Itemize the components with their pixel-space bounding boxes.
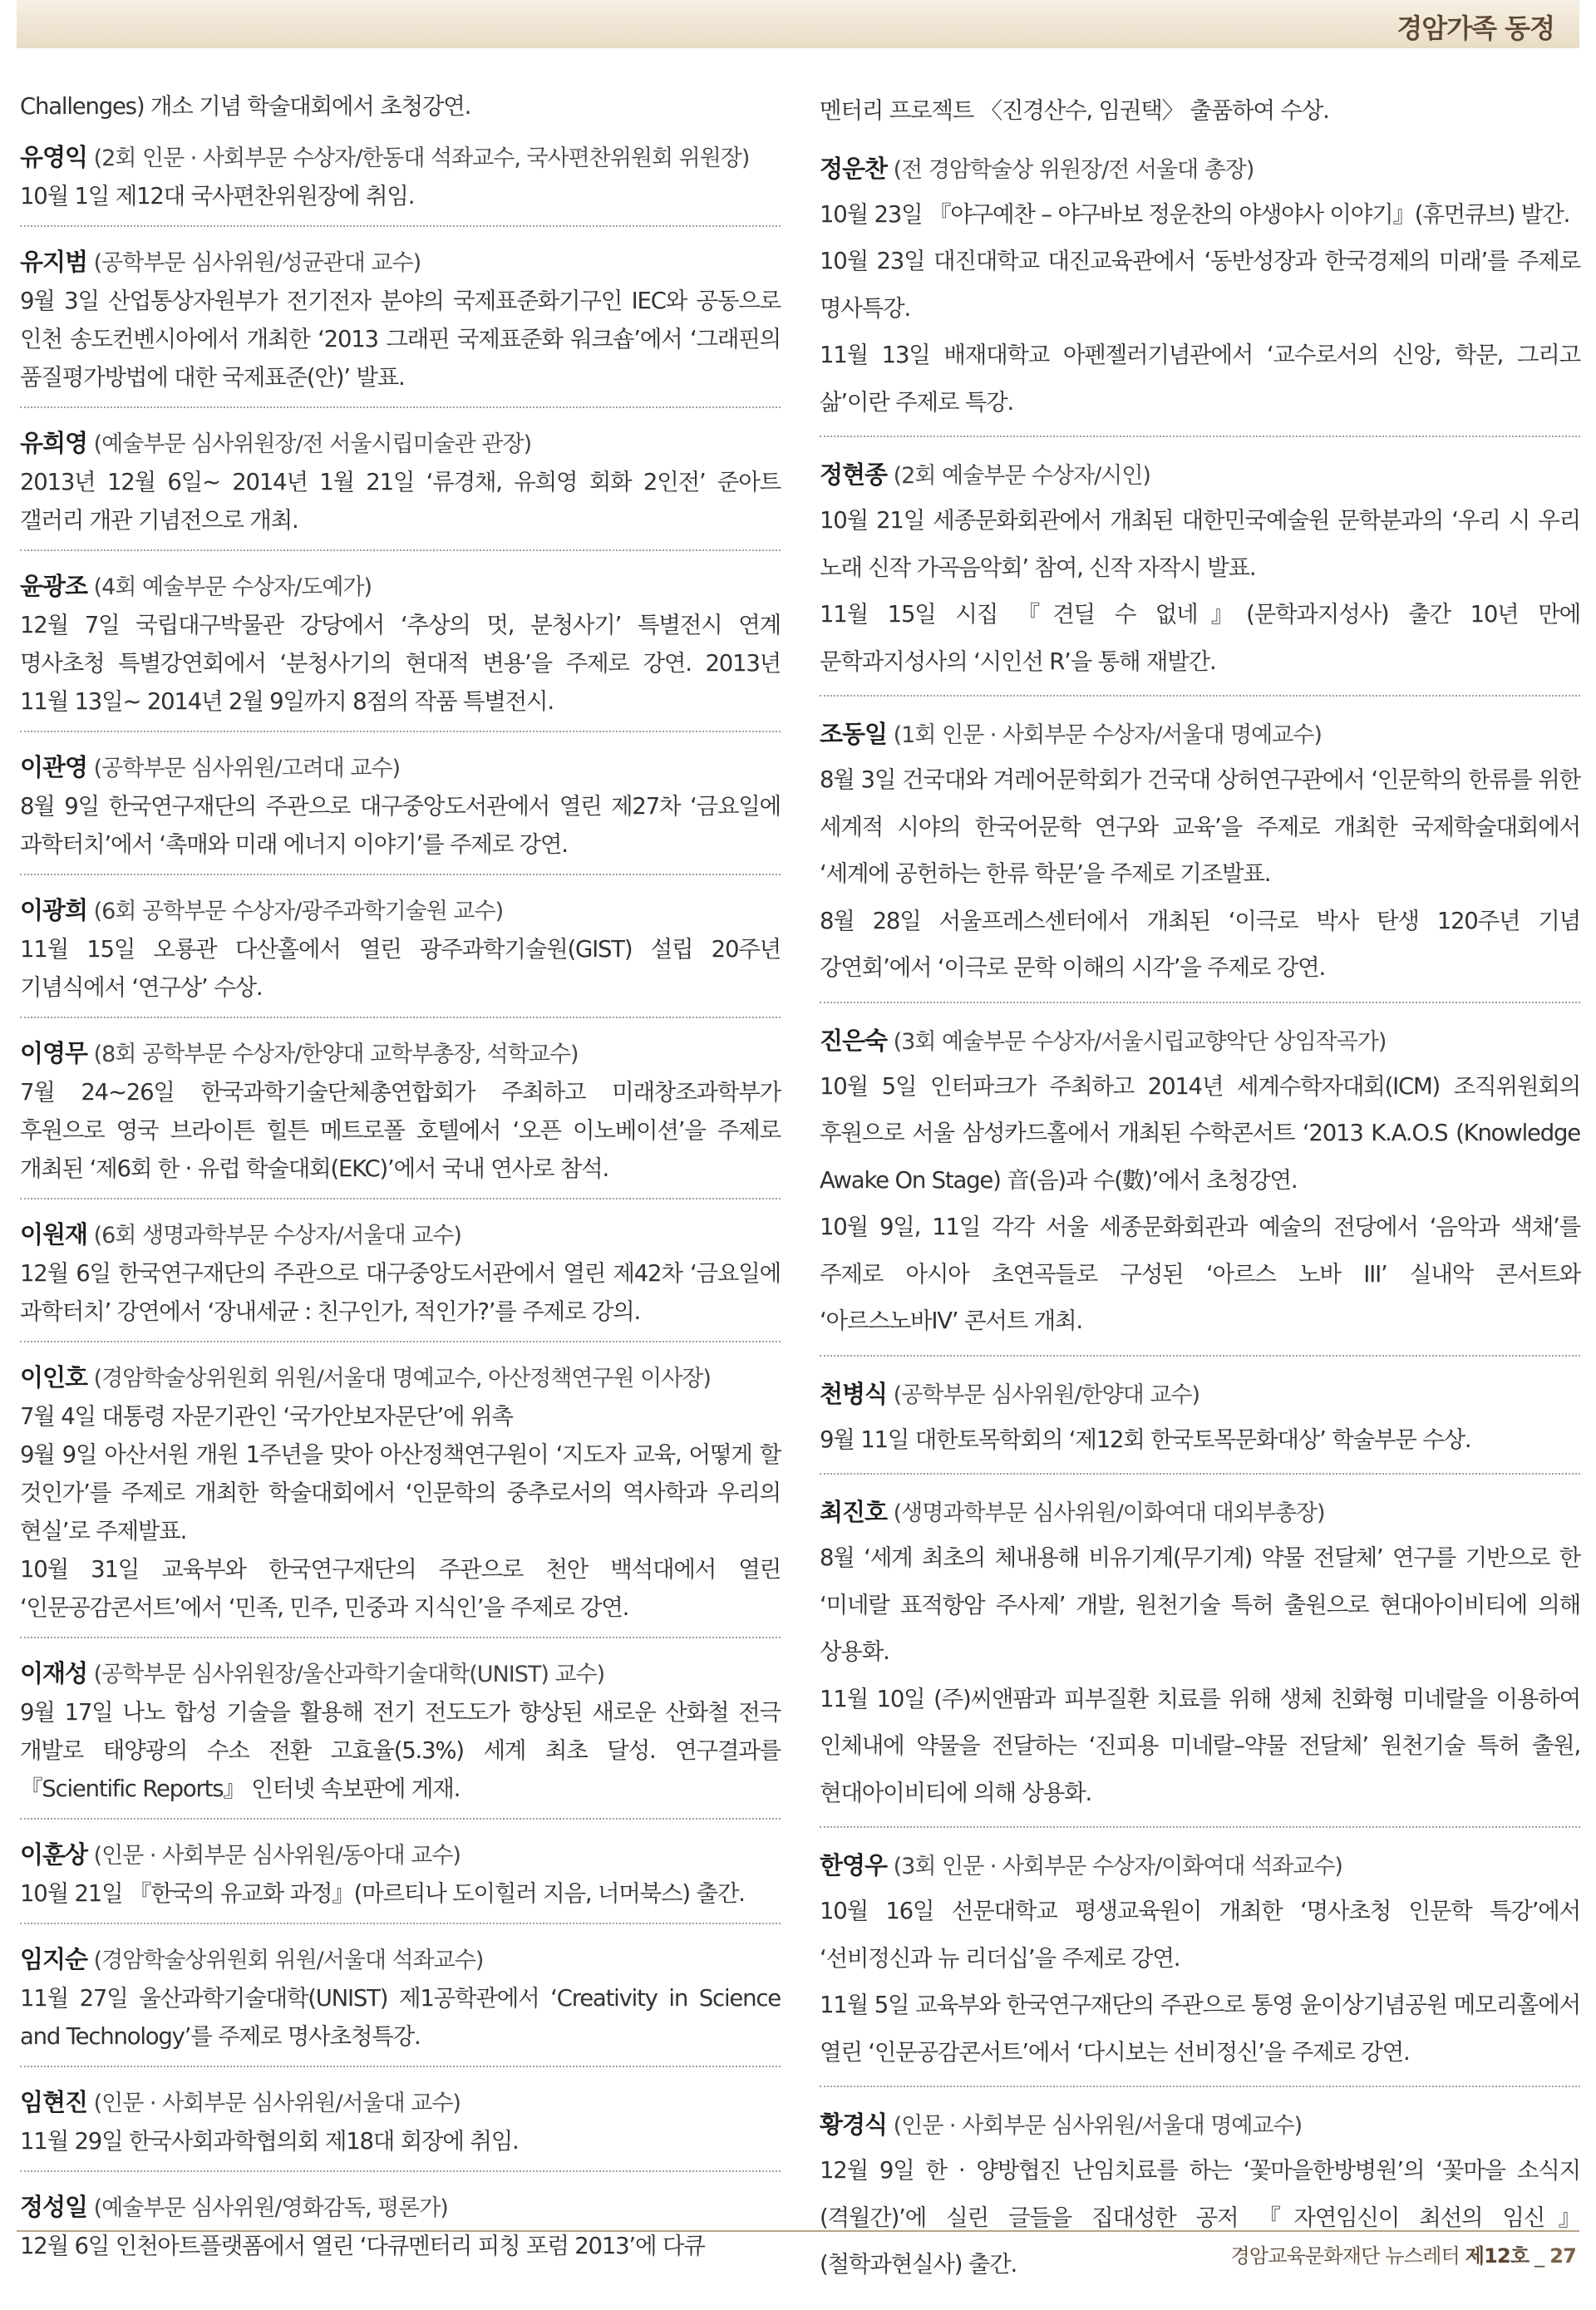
person-name: 최진호 xyxy=(820,1498,888,1526)
person-name: 조동일 xyxy=(820,720,888,748)
entry-paragraph: 9월 17일 나노 합성 기술을 활용해 전기 전도도가 향상된 새로운 산화철 전극 개발로 태양광의 수소 전환 고효율(5.3%) 세계 최초 달성. 연구결과를 『Scientific Reports』 인터넷 속보판에 게재. xyxy=(20,1699,781,1802)
person-role: (생명과학부문 심사위원/이화여대 대외부총장) xyxy=(887,1500,1325,1526)
news-entry xyxy=(20,1211,781,1342)
entry-paragraph: 10월 23일 대진대학교 대진교육관에서 ‘동반성장과 한국경제의 미래’를 주제로 명사특강. xyxy=(820,248,1580,322)
person-name: 이훈상 xyxy=(20,1840,88,1869)
person-name: 진은숙 xyxy=(820,1026,888,1055)
person-heading xyxy=(20,892,781,930)
entry-paragraph: 11월 13일 배재대학교 아펜젤러기념관에서 ‘교수로서의 신앙, 학문, 그리고 삶’이란 주제로 특강. xyxy=(820,342,1580,416)
person-heading xyxy=(20,2084,781,2122)
entry-paragraph: 12월 6일 인천아트플랫폼에서 열린 ‘다큐멘터리 피칭 포럼 2013’에 다큐 xyxy=(20,2233,705,2259)
entry-paragraph: 12월 7일 국립대구박물관 강당에서 ‘추상의 멋, 분청사기’ 특별전시 연계 명사초청 특별강연회에서 ‘분청사기의 현대적 변용’을 주제로 강연. 2013년 11월 13일~ 2014년 2월 9일까지 8점의 작품 특별전시. xyxy=(20,612,781,715)
person-name: 임현진 xyxy=(20,2088,88,2116)
news-entry xyxy=(20,1936,781,2067)
footer-publisher: 경암교육문화재단 뉴스레터 xyxy=(1230,2244,1465,2268)
person-name: 이관영 xyxy=(20,753,88,781)
entry-paragraph: 9월 9일 아산서원 개원 1주년을 맞아 아산정책연구원이 ‘지도자 교육, 어떻게 할 것인가’를 주제로 개최한 학술대회에서 ‘인문학의 중추로서의 역사학과 우리의 현실’로 주제발표. xyxy=(20,1441,781,1544)
news-entry xyxy=(20,563,781,732)
person-name: 이광희 xyxy=(20,896,88,924)
footer-divider xyxy=(17,2230,1579,2232)
person-role: (6회 공학부문 수상자/광주과학기술원 교수) xyxy=(87,899,504,924)
person-heading xyxy=(20,1655,781,1693)
news-entry xyxy=(20,1831,781,1924)
news-entry xyxy=(20,1030,781,1199)
person-heading xyxy=(820,1491,1580,1534)
person-name: 이원재 xyxy=(20,1220,88,1249)
news-entry xyxy=(20,134,781,227)
person-heading xyxy=(20,244,781,282)
person-role: (인문 · 사회부문 심사위원/동아대 교수) xyxy=(87,1843,461,1869)
person-heading xyxy=(820,1020,1580,1063)
continued-text: Challenges) 개소 기념 학술대회에서 초청강연. xyxy=(20,93,471,120)
news-entry xyxy=(20,420,781,551)
entry-paragraph: 8월 ‘세계 최초의 체내용해 비유기계(무기계) 약물 전달체’ 연구를 기반으로 한 ‘미네랄 표적항암 주사제’ 개발, 원천기술 특허 출원으로 현대아이비티에 의해 상용화. xyxy=(820,1544,1580,1665)
person-heading xyxy=(20,2189,781,2227)
person-role: (1회 인문 · 사회부문 수상자/서울대 명예교수) xyxy=(887,722,1322,748)
entry-paragraph: 11월 15일 시집 『견딜 수 없네』(문학과지성사) 출간 10년 만에 문학과지성사의 ‘시인선 R’을 통해 재발간. xyxy=(820,601,1580,675)
entry-paragraph: 9월 11일 대한토목학회의 ‘제12회 한국토목문화대상’ 학술부문 수상. xyxy=(820,1426,1471,1453)
left-column xyxy=(20,87,781,2287)
person-name: 황경식 xyxy=(820,2111,888,2139)
news-entry xyxy=(20,1650,781,1820)
person-name: 천병식 xyxy=(820,1379,888,1408)
person-role: (공학부문 심사위원/고려대 교수) xyxy=(87,756,401,781)
person-role: (4회 예술부문 수상자/도예가) xyxy=(87,574,372,600)
entry-paragraph: 8월 9일 한국연구재단의 주관으로 대구중앙도서관에서 열린 제27차 ‘금요일에 과학터치’에서 ‘촉매와 미래 에너지 이야기’를 주제로 강연. xyxy=(20,793,781,858)
person-name: 정운찬 xyxy=(820,154,888,183)
entry-paragraph: 10월 21일 『한국의 유교화 과정』(마르티나 도이힐러 지음, 너머북스) 출간. xyxy=(20,1880,745,1907)
person-role: (6회 생명과학부문 수상자/서울대 교수) xyxy=(87,1223,461,1249)
entry-paragraph: 11월 15일 오룡관 다산홀에서 열린 광주과학기술원(GIST) 설립 20주년 기념식에서 ‘연구상’ 수상. xyxy=(20,936,781,1001)
news-entry xyxy=(20,887,781,1018)
person-heading xyxy=(20,1941,781,1979)
person-name: 이재성 xyxy=(20,1659,88,1687)
person-role: (인문 · 사회부문 심사위원/서울대 명예교수) xyxy=(887,2113,1303,2139)
person-role: (인문 · 사회부문 심사위원/서울대 교수) xyxy=(87,2091,461,2116)
entry-paragraph: 12월 6일 한국연구재단의 주관으로 대구중앙도서관에서 열린 제42차 ‘금요일에 과학터치’ 강연에서 ‘장내세균 : 친구인가, 적인가?’를 주제로 강의. xyxy=(20,1260,781,1325)
entry-paragraph: 10월 5일 인터파크가 주최하고 2014년 세계수학자대회(ICM) 조직위원회의 후원으로 서울 삼성카드홀에서 개최된 수학콘서트 ‘2013 K.A.O.S (Knowledge Awake On Stage) 音(음)과 수(數)’에서 초청강연. xyxy=(820,1072,1580,1194)
page-number: 27 xyxy=(1549,2244,1576,2268)
entry-paragraph: 10월 9일, 11일 각각 서울 세종문화회관과 예술의 전당에서 ‘음악과 색채’를 주제로 아시아 초연곡들로 구성된 ‘아르스 노바 III’ 실내악 콘서트와 ‘아르스노바IV’ 콘서트 개최. xyxy=(820,1214,1580,1334)
entry-paragraph: 11월 27일 울산과학기술대학(UNIST) 제1공학관에서 ‘Creativity in Science and Technology’를 주제로 명사초청특강. xyxy=(20,1985,781,2050)
person-heading xyxy=(820,454,1580,497)
news-entry xyxy=(820,1840,1580,2087)
person-heading xyxy=(820,1845,1580,1888)
entry-paragraph: 9월 3일 산업통상자원부가 전기전자 분야의 국제표준화기구인 IEC와 공동으로 인천 송도컨벤시아에서 개최한 ‘2013 그래핀 국제표준화 워크숍’에서 ‘그래핀의 품질평가방법에 대한 국제표준(안)’ 발표. xyxy=(20,288,781,391)
person-name: 정성일 xyxy=(20,2193,88,2221)
person-heading xyxy=(20,1836,781,1874)
entry-paragraph: 10월 21일 세종문화회관에서 개최된 대한민국예술원 문학분과의 ‘우리 시 우리 노래 신작 가곡음악회’ 참여, 신작 자작시 발표. xyxy=(820,507,1580,581)
person-heading xyxy=(820,713,1580,756)
person-role: (경암학술상위원회 위원/서울대 석좌교수) xyxy=(87,1948,484,1973)
person-heading xyxy=(820,2104,1580,2147)
person-heading xyxy=(820,148,1580,191)
person-role: (전 경암학술상 위원장/전 서울대 총장) xyxy=(887,156,1254,183)
person-role: (공학부문 심사위원/성균관대 교수) xyxy=(87,250,421,276)
header-bar xyxy=(17,0,1579,48)
news-entry xyxy=(20,2184,781,2275)
person-role: (예술부문 심사위원장/전 서울시립미술관 관장) xyxy=(87,431,532,457)
person-role: (2회 예술부문 수상자/시인) xyxy=(887,463,1150,489)
news-entry xyxy=(20,744,781,875)
person-heading xyxy=(820,1373,1580,1416)
news-entry xyxy=(20,1354,781,1638)
footer-issue: 제12호 xyxy=(1465,2244,1530,2268)
person-name: 이인호 xyxy=(20,1363,88,1391)
news-entry xyxy=(820,1486,1580,1828)
person-name: 한영우 xyxy=(820,1851,888,1879)
news-entry xyxy=(20,239,781,408)
entry-paragraph: 8월 28일 서울프레스센터에서 개최된 ‘이극로 박사 탄생 120주년 기념 강연회’에서 ‘이극로 문학 이해의 시각’을 주제로 강연. xyxy=(820,907,1580,981)
entry-paragraph: 11월 29일 한국사회과학협의회 제18대 회장에 취임. xyxy=(20,2128,519,2155)
person-role: (공학부문 심사위원장/울산과학기술대학(UNIST) 교수) xyxy=(87,1662,605,1687)
entry-list xyxy=(20,134,781,2275)
entry-paragraph: 7월 4일 대통령 자문기관인 ‘국가안보자문단’에 위촉 xyxy=(20,1403,513,1430)
entry-list xyxy=(820,143,1580,2298)
person-role: (공학부문 심사위원/한양대 교수) xyxy=(887,1382,1200,1408)
news-entry xyxy=(820,143,1580,438)
person-role: (3회 인문 · 사회부문 수상자/이화여대 석좌교수) xyxy=(887,1854,1342,1879)
continued-text: 멘터리 프로젝트 〈진경산수, 임권택〉 출품하여 수상. xyxy=(820,97,1329,124)
person-role: (2회 인문 · 사회부문 수상자/한동대 석좌교수, 국사편찬위원회 위원장) xyxy=(87,145,750,171)
person-heading xyxy=(20,1216,781,1254)
person-heading xyxy=(20,568,781,606)
person-name: 임지순 xyxy=(20,1945,88,1973)
person-name: 유지범 xyxy=(20,248,88,276)
person-heading xyxy=(20,1035,781,1073)
person-role: (예술부문 심사위원/영화감독, 평론가) xyxy=(87,2195,448,2221)
entry-paragraph: 10월 31일 교육부와 한국연구재단의 주관으로 천안 백석대에서 열린 ‘인문공감콘서트’에서 ‘민족, 민주, 민중과 지식인’을 주제로 강연. xyxy=(20,1556,781,1621)
person-role: (3회 예술부문 수상자/서울시립교향악단 상임작곡가) xyxy=(887,1028,1387,1055)
entry-paragraph: 7월 24~26일 한국과학기술단체총연합회가 주최하고 미래창조과학부가 후원으로 영국 브라이튼 힐튼 메트로폴 호텔에서 ‘오픈 이노베이션’을 주제로 개최된 ‘제6회 한 · 유럽 학술대회(EKC)’에서 국내 연사로 참석. xyxy=(20,1079,781,1182)
person-heading xyxy=(20,139,781,177)
entry-paragraph: 11월 10일 (주)씨앤팜과 피부질환 치료를 위해 생체 친화형 미네랄을 이용하여 인체내에 약물을 전달하는 ‘진피용 미네랄–약물 전달체’ 원천기술 특허 출원, 현대아이비티에 의해 상용화. xyxy=(820,1685,1580,1806)
person-heading xyxy=(20,1359,781,1397)
footer-separator: _ xyxy=(1529,2244,1550,2268)
section-title: 경암가족 동정 xyxy=(1396,12,1554,44)
news-entry xyxy=(820,449,1580,697)
person-name: 이영무 xyxy=(20,1039,88,1067)
person-name: 윤광조 xyxy=(20,572,88,600)
entry-paragraph: 8월 3일 건국대와 겨레어문학회가 건국대 상허연구관에서 ‘인문학의 한류를 위한 세계적 시야의 한국어문학 연구와 교육’을 주제로 개최한 국제학술대회에서 ‘세계에 공헌하는 한류 학문’을 주제로 기조발표. xyxy=(820,766,1580,887)
person-heading xyxy=(20,749,781,787)
person-role: (8회 공학부문 수상자/한양대 교학부총장, 석학교수) xyxy=(87,1042,579,1067)
person-name: 유영익 xyxy=(20,143,88,171)
page-footer xyxy=(1230,2239,1576,2268)
news-entry xyxy=(20,2079,781,2172)
person-name: 정현종 xyxy=(820,461,888,489)
person-name: 유희영 xyxy=(20,429,88,457)
news-entry xyxy=(820,1368,1580,1475)
news-entry xyxy=(820,708,1580,1003)
person-heading xyxy=(20,425,781,463)
entry-paragraph: 2013년 12월 6일~ 2014년 1월 21일 ‘류경채, 유희영 회화 2인전’ 준아트 갤러리 개관 기념전으로 개최. xyxy=(20,469,781,534)
entry-paragraph: 10월 23일 『야구예찬 – 야구바보 정운찬의 야생야사 이야기』(휴먼큐브) 발간. xyxy=(820,200,1570,228)
entry-paragraph: 10월 1일 제12대 국사편찬위원장에 취임. xyxy=(20,183,415,209)
person-role: (경암학술상위원회 위원/서울대 명예교수, 아산정책연구원 이사장) xyxy=(87,1366,711,1391)
entry-paragraph: 10월 16일 선문대학교 평생교육원이 개최한 ‘명사초청 인문학 특강’에서 ‘선비정신과 뉴 리더십’을 주제로 강연. xyxy=(820,1898,1580,1972)
news-entry xyxy=(820,1015,1580,1357)
entry-paragraph: 11월 5일 교육부와 한국연구재단의 주관으로 통영 윤이상기념공원 메모리홀에서 열린 ‘인문공감콘서트’에서 ‘다시보는 선비정신’을 주제로 강연. xyxy=(820,1992,1580,2066)
right-column xyxy=(820,87,1580,2310)
entry-paragraph: 12월 9일 한 · 양방협진 난임치료를 하는 ‘꽃마을한방병원’의 ‘꽃마을 소식지(격월간)’에 실린 글들을 집대성한 공저 『자연임신이 최선의 임신』(철학과현실사) 출간. xyxy=(820,2157,1580,2278)
